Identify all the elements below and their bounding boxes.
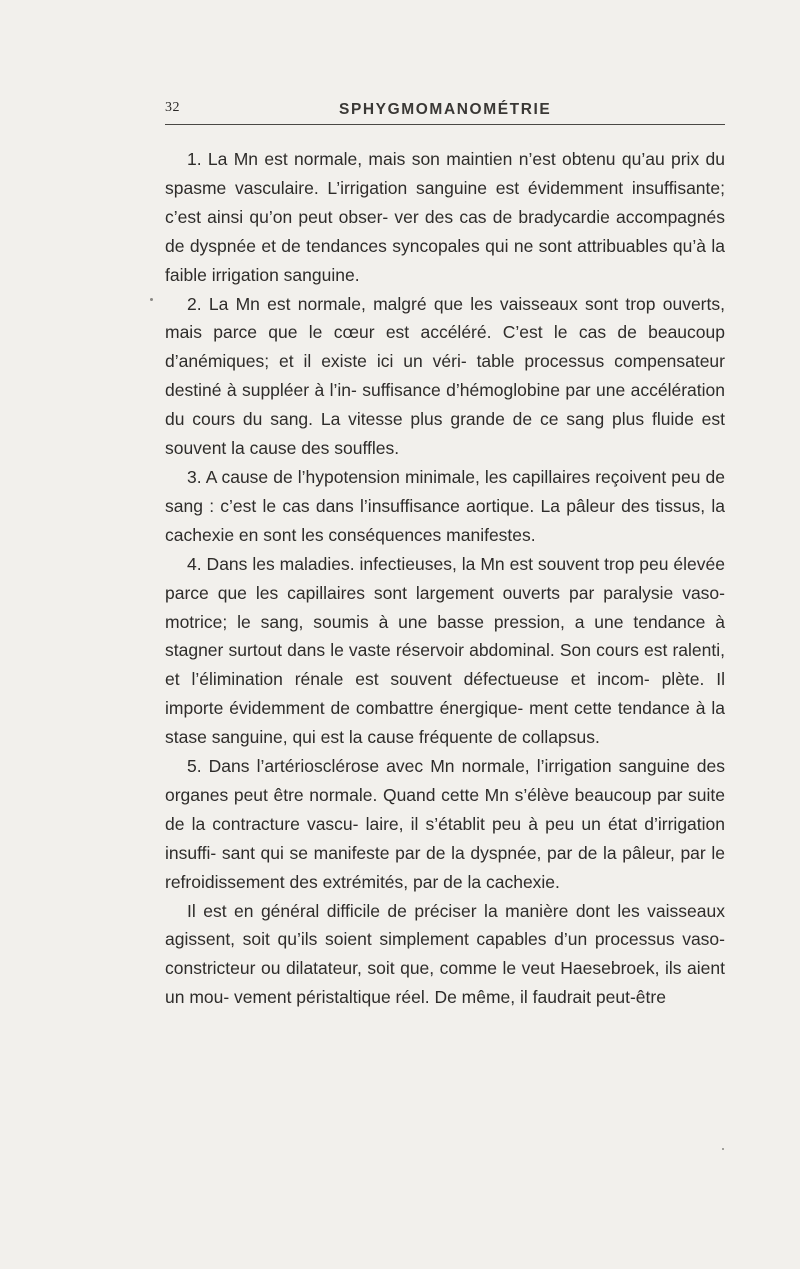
paragraph-6: Il est en général difficile de préciser la manière dont les vaisseaux agissent, soit qu’ils soient simplement capables d’un processus vaso-constricteur ou dilatateur, soit que, comme le veut Haesebroek, ils aient un mou- vement péristaltique réel. De même, il faudrait peut-être xyxy=(165,900,725,1008)
paragraph-1: 1. La Mn est normale, mais son maintien n’est obtenu qu’au prix du spasme vasculaire. L’irrigation sanguine est évidemment insuffisante; c’est ainsi qu’on peut obser- ver des cas de bradycardie accompagnés de dyspnée et de tendances syncopales qui ne sont attribuables qu’à la faible irrigation sanguine. xyxy=(165,149,725,285)
body-text xyxy=(165,145,725,1012)
page-header xyxy=(165,100,725,130)
paragraph-4: 4. Dans les maladies. infectieuses, la Mn est souvent trop peu élevée parce que les capillaires sont largement ouverts par paralysie vaso-motrice; le sang, soumis à une basse pression, a une tendance à stagner surtout dans le vaste réservoir abdominal. Son cours est ralenti, et l’élimination rénale est souvent défectueuse et incom- plète. Il importe évidemment de combattre énergique- ment cette tendance à la stase sanguine, qui est la cause fréquente de collapsus. xyxy=(165,553,725,748)
paper-speck xyxy=(722,1148,724,1150)
running-head: SPHYGMOMANOMÉTRIE xyxy=(339,101,552,118)
paper-speck xyxy=(150,298,153,301)
header-rule xyxy=(165,124,725,125)
paragraph-3: 3. A cause de l’hypotension minimale, les capillaires reçoivent peu de sang : c’est le cas dans l’insuffisance aortique. La pâleur des tissus, la cachexie en sont les conséquences manifestes. xyxy=(165,466,725,545)
paragraph-2: 2. La Mn est normale, malgré que les vaisseaux sont trop ouverts, mais parce que le cœur est accéléré. C’est le cas de beaucoup d’anémiques; et il existe ici un véri- table processus compensateur destiné à suppléer à l’in- suffisance d’hémoglobine par une accélération du cours du sang. La vitesse plus grande de ce sang plus fluide est souvent la cause des souffles. xyxy=(165,293,725,459)
paragraph-5: 5. Dans l’artériosclérose avec Mn normale, l’irrigation sanguine des organes peut être normale. Quand cette Mn s’élève beaucoup par suite de la contracture vascu- laire, il s’établit peu à peu un état d’irrigation insuffi- sant qui se manifeste par de la dyspnée, par de la pâleur, par le refroidissement des extrémités, par de la cachexie. xyxy=(165,756,725,892)
page-number: 32 xyxy=(165,100,180,115)
